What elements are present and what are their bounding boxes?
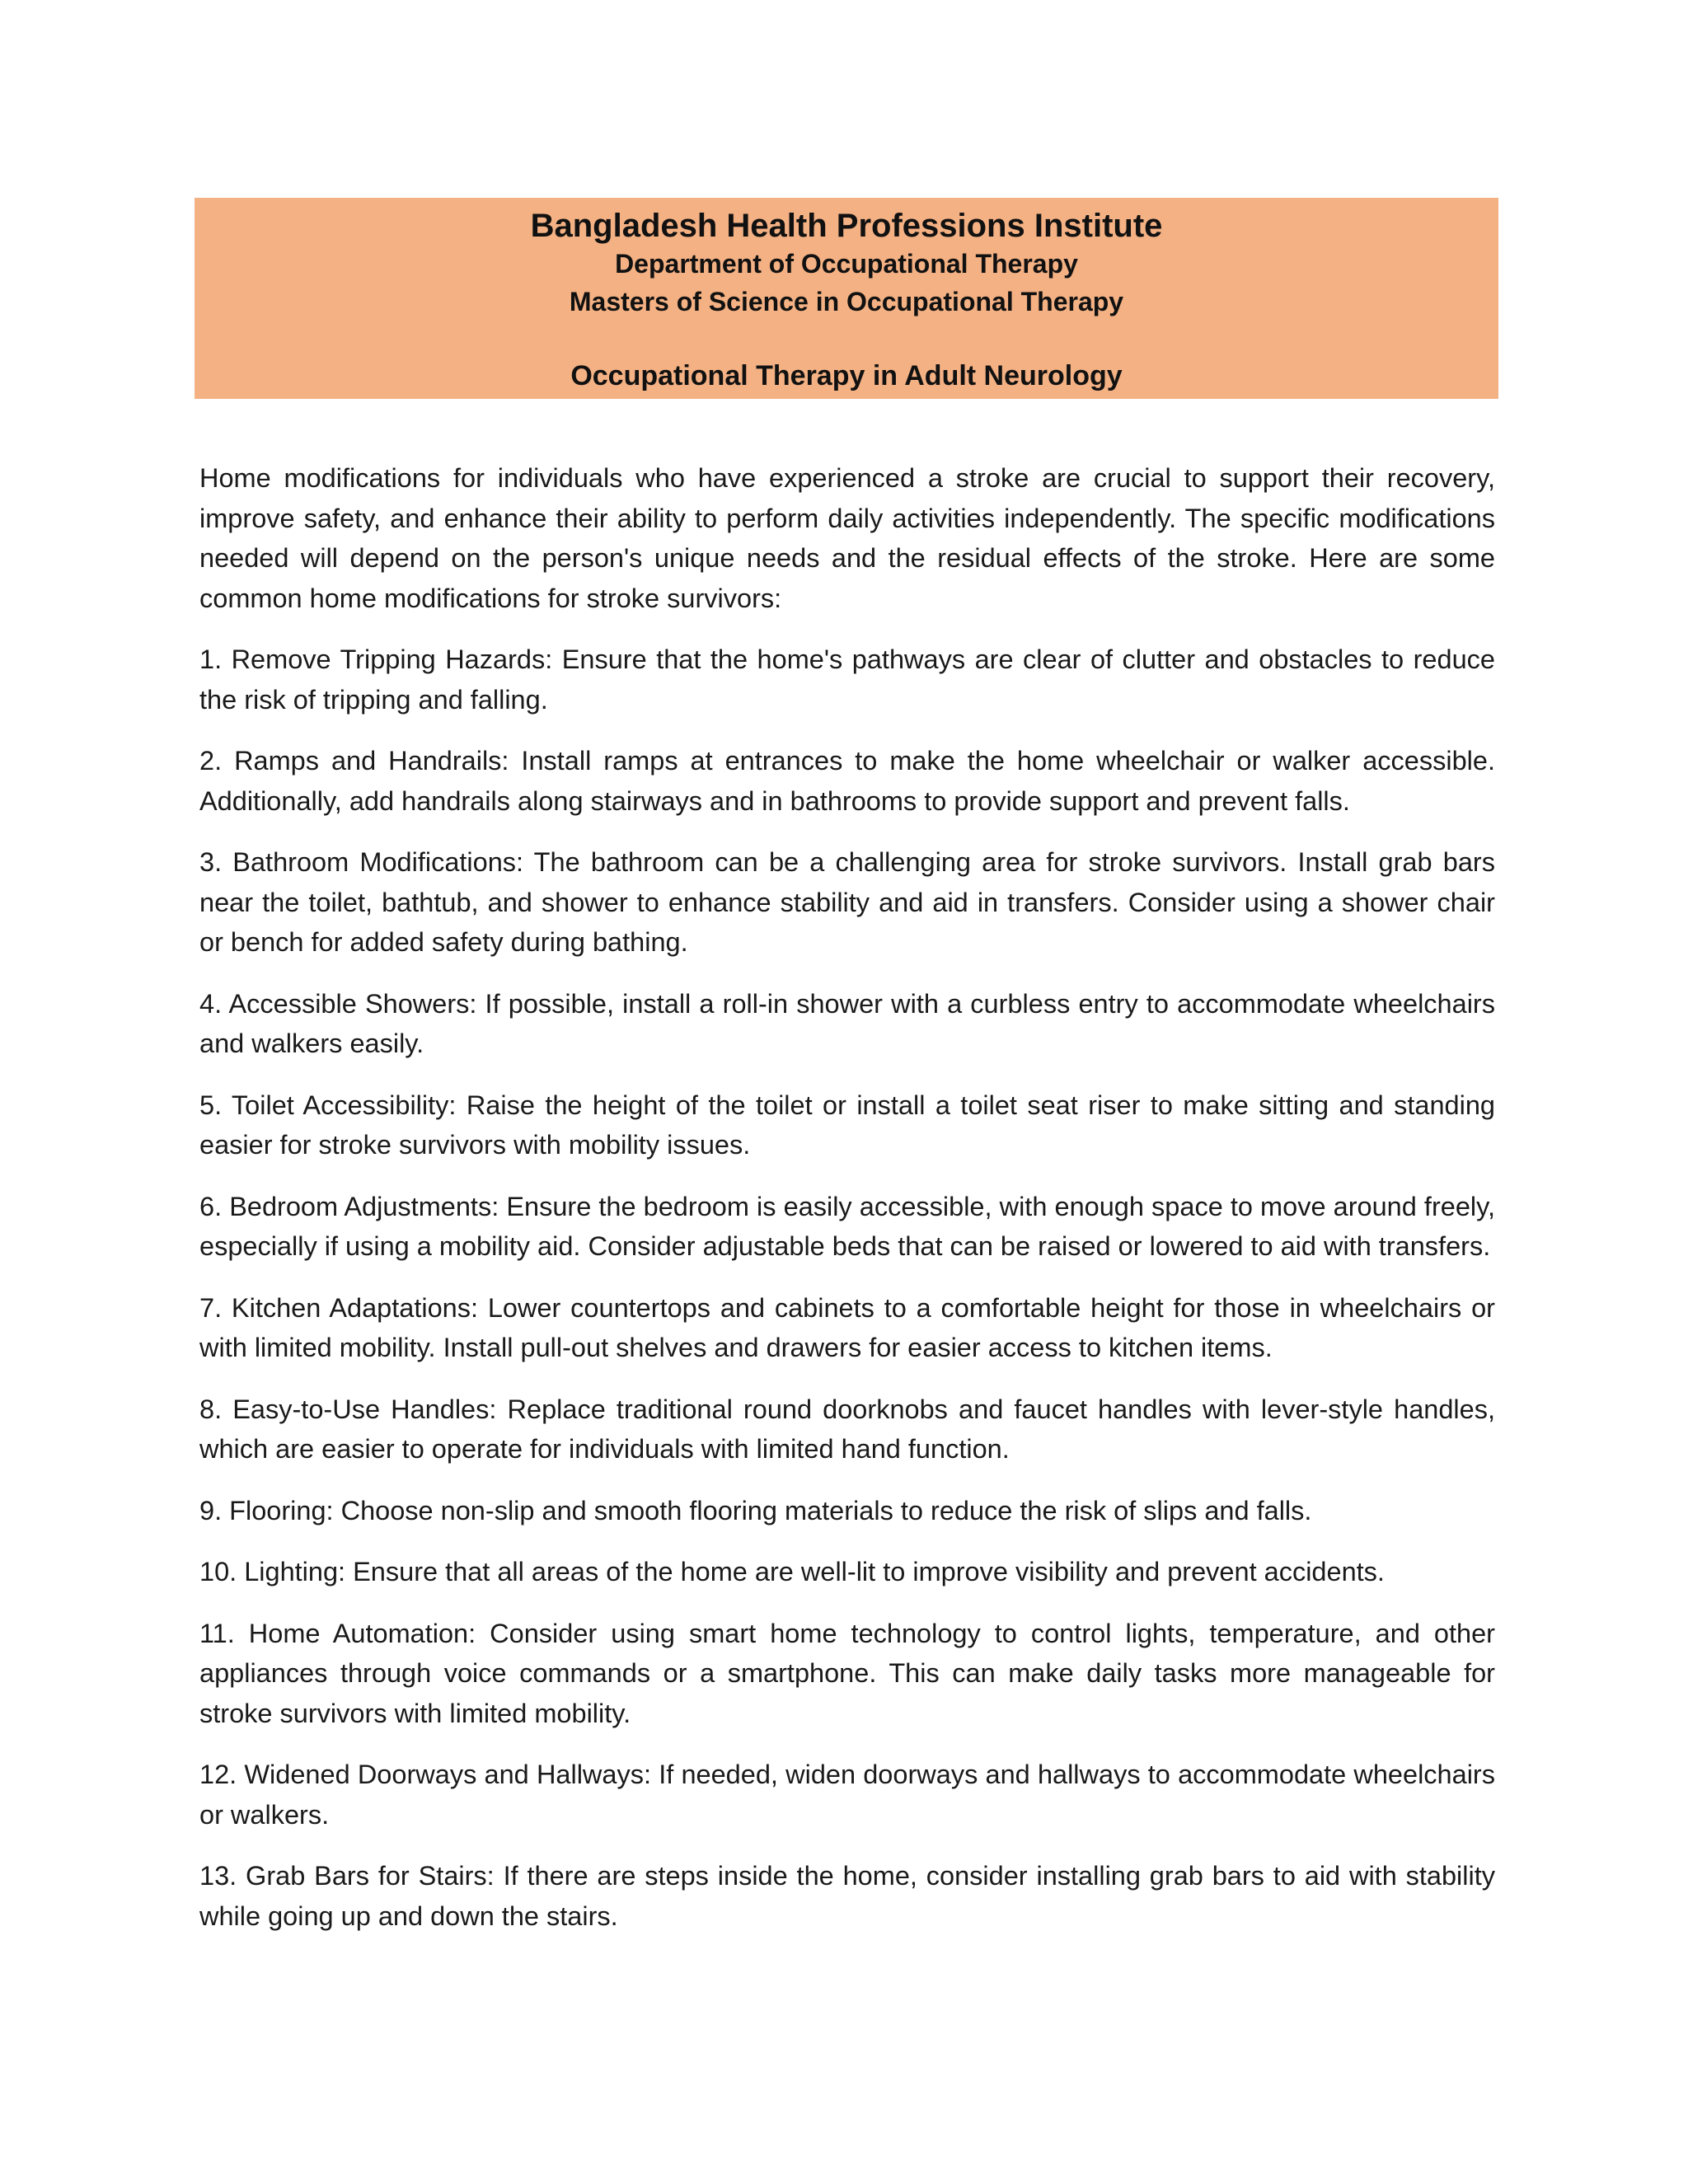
list-item: 11. Home Automation: Consider using smart home technology to control lights, temperature, and other appliances through voice commands or a smartphone. This can make daily tasks more manageable for stroke survivors with limited mobility. (199, 1618, 1495, 1728)
header-banner (195, 198, 1498, 399)
list-item: 2. Ramps and Handrails: Install ramps at entrances to make the home wheelchair or walker accessible. Additionally, add handrails along stairways and in bathrooms to provide support and prevent falls. (199, 746, 1495, 816)
program-title: Masters of Science in Occupational Therapy (569, 287, 1124, 316)
list-item: 4. Accessible Showers: If possible, install a roll-in shower with a curbless entry to accommodate wheelchairs and walkers easily. (199, 988, 1495, 1058)
list-item: 9. Flooring: Choose non-slip and smooth flooring materials to reduce the risk of slips and falls. (199, 1495, 1312, 1526)
list-item: 12. Widened Doorways and Hallways: If needed, widen doorways and hallways to accommodate wheelchairs or walkers. (199, 1760, 1495, 1830)
list-item: 6. Bedroom Adjustments: Ensure the bedroom is easily accessible, with enough space to move around freely, especially if using a mobility aid. Consider adjustable beds that can be raised or lowered to aid with transfers. (199, 1191, 1495, 1261)
list-item: 13. Grab Bars for Stairs: If there are steps inside the home, consider installing grab bars to aid with stability while going up and down the stairs. (199, 1861, 1495, 1931)
course-title: Occupational Therapy in Adult Neurology (570, 360, 1123, 391)
department-title: Department of Occupational Therapy (615, 249, 1078, 279)
list-item: 1. Remove Tripping Hazards: Ensure that the home's pathways are clear of clutter and obstacles to reduce the risk of tripping and falling. (199, 644, 1495, 715)
list-item: 10. Lighting: Ensure that all areas of the home are well-lit to improve visibility and prevent accidents. (199, 1557, 1385, 1586)
institute-title: Bangladesh Health Professions Institute (530, 208, 1163, 244)
intro-paragraph: Home modifications for individuals who have experienced a stroke are crucial to support their recovery, improve safety, and enhance their ability to perform daily activities independently. The specific modifications needed will depend on the person's unique needs and the residual effects of the stroke. Here are some common home modifications for stroke survivors: (199, 463, 1495, 613)
document-body (199, 458, 1495, 1957)
list-item: 8. Easy-to-Use Handles: Replace traditional round doorknobs and faucet handles with lever-style handles, which are easier to operate for individuals with limited hand function. (199, 1394, 1495, 1464)
list-item: 5. Toilet Accessibility: Raise the height of the toilet or install a toilet seat riser to make sitting and standing easier for stroke survivors with mobility issues. (199, 1090, 1495, 1160)
list-item: 3. Bathroom Modifications: The bathroom can be a challenging area for stroke survivors. Install grab bars near the toilet, bathtub, and shower to enhance stability and aid in transfers. Consider using a shower chair or bench for added safety during bathing. (199, 847, 1495, 957)
list-item: 7. Kitchen Adaptations: Lower countertops and cabinets to a comfortable height for those in wheelchairs or with limited mobility. Install pull-out shelves and drawers for easier access to kitchen items. (199, 1292, 1495, 1362)
